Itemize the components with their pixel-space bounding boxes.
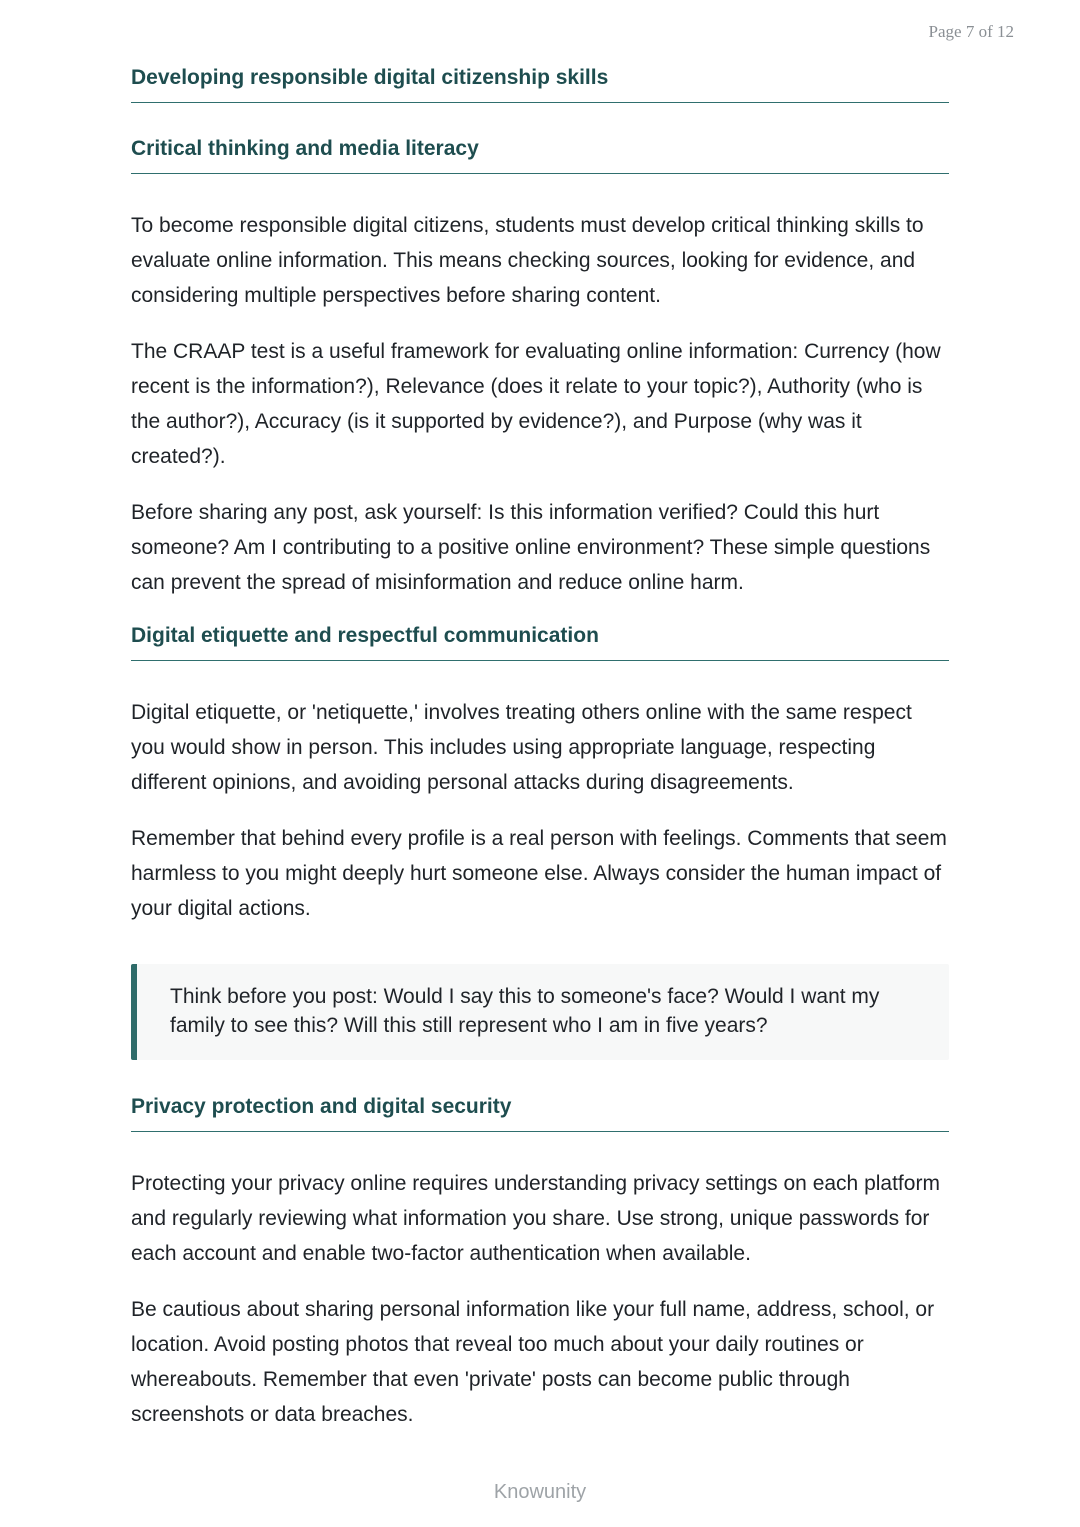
paragraph: Digital etiquette, or 'netiquette,' involves treating others online with the same respect you would show in person. This includes using appropriate language, respecting different opinions, and avoiding personal attacks during disagreements. [131,701,912,794]
paragraph: To become responsible digital citizens, students must develop critical thinking skills to evaluate online information. This means checking sources, looking for evidence, and considering multiple perspectives before sharing content. [131,214,924,307]
page-number: Page 7 of 12 [928,22,1014,41]
footer-brand: Knowunity [493,1481,587,1503]
paragraph: The CRAAP test is a useful framework for evaluating online information: Currency (how recent is the information?), Relevance (does it relate to your topic?), Authority (who is the author?), Accuracy (is it supported by evidence?), and Purpose (why was it created?). [131,340,941,468]
section-heading-critical-thinking: Critical thinking and media literacy [131,137,949,174]
main-heading: Developing responsible digital citizenship skills [131,66,949,103]
section-heading-privacy: Privacy protection and digital security [131,1095,949,1132]
paragraph: Remember that behind every profile is a real person with feelings. Comments that seem harmless to you might deeply hurt someone else. Always consider the human impact of your digital actions. [131,827,947,920]
paragraph: Before sharing any post, ask yourself: Is this information verified? Could this hurt someone? Am I contributing to a positive online environment? These simple questions can prevent the spread of misinformation and reduce online harm. [131,501,931,594]
section-heading-digital-etiquette: Digital etiquette and respectful communication [131,624,949,661]
paragraph: Protecting your privacy online requires understanding privacy settings on each platform and regularly reviewing what information you share. Use strong, unique passwords for each account and enable two-factor authentication when available. [131,1172,940,1265]
paragraph: Be cautious about sharing personal information like your full name, address, school, or location. Avoid posting photos that reveal too much about your daily routines or whereabouts. Remember that even 'private' posts can become public through screenshots or data breaches. [131,1298,935,1426]
callout-quote: Think before you post: Would I say this to someone's face? Would I want my family to see this? Will this still represent who I am in five years? [131,964,949,1060]
document-content [131,62,949,1432]
